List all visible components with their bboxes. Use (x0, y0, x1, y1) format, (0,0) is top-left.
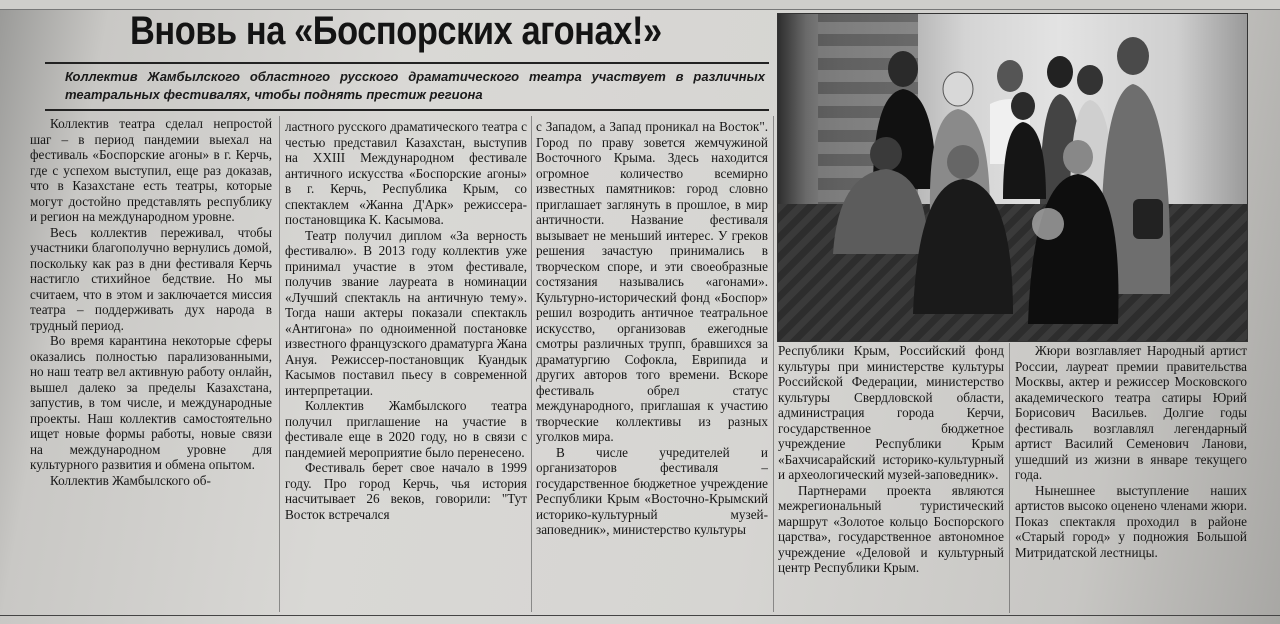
paragraph: Коллектив Жамбылского театра получил приглашение на участие в фестивале еще в 2020 году, но в связи с пандемией мероприятие было перенесено. (285, 398, 527, 460)
rule (45, 109, 769, 111)
column-divider (531, 116, 532, 612)
article-headline: Вновь на «Боспорских агонах!» (130, 9, 662, 53)
paragraph: В числе учредителей и организаторов фестиваля – государственное бюджетное учреждение Республики Крым «Восточно-Крымский историко-культурный музей-заповедник», министерство культуры (536, 444, 768, 537)
paragraph: Весь коллектив переживал, чтобы участники благополучно вернулись домой, поскольку как раз в дни фестиваля Керчь настигло стихийное бедствие. Но мы считаем, что в этом и заключается миссия театра – поддерживать дух народа в трудный период. (30, 224, 272, 333)
column-divider (773, 116, 774, 612)
bottom-rule (0, 615, 1280, 616)
text-column-3 (536, 119, 768, 612)
column-divider (1009, 343, 1010, 613)
people-silhouettes (778, 14, 1247, 341)
text-column-4 (778, 343, 1004, 613)
paragraph: Партнерами проекта являются межрегиональный туристический маршрут «Золотое кольцо Боспорского царства», государственное автономное учреждение «Деловой и культурный центр Республики Крым. (778, 482, 1004, 575)
paragraph: Республики Крым, Российский фонд культуры при министерстве культуры Российской Федерации, министерство культуры Свердловской области, администрация города Керчи, государственное бюджетное учреждение Республики Крым «Бахчисарайский историко-культурный и археологический музей-заповедник». (778, 343, 1004, 482)
group-photo (777, 13, 1248, 342)
article-lead: Коллектив Жамбылского областного русского драматического театра участвует в различных театральных фестивалях, чтобы поднять престиж региона (65, 69, 765, 102)
text-column-5 (1015, 343, 1247, 613)
paragraph: Театр получил диплом «За верность фестивалю». В 2013 году коллектив уже принимал участие в этом фестивале, получив звание лауреата в номинации «Лучший спектакль на античную тему». Тогда наши актеры показали спектакль «Антигона» по одноименной постановке известного французского драматурга Жана Ануя. Режиссер-постановщик Куандык Касымов поставил пьесу в современной интерпретации. (285, 227, 527, 398)
paragraph: Коллектив театра сделал непростой шаг – в период пандемии выехал на фестиваль «Боспорские агоны» в г. Керчь, где с успехом выступил, еще раз доказав, что в Казахстане есть театры, которые могут достойно представлять республику и регион на международном уровне. (30, 116, 272, 224)
paragraph: Жюри возглавляет Народный артист России, лауреат премии правительства Москвы, актер и режиссер Московского академического театра сатиры Юрий Борисович Васильев. Долгие годы фестиваль возглавлял легендарный артист Василий Семенович Ланови, ушедший из жизни в январе текущего года. (1015, 343, 1247, 482)
paragraph: ластного русского драматического театра с честью представил Казахстан, выступив на XXIII Международном фестивале античного искусства «Боспорские агоны» в г. Керчь, Республика Крым, со спектаклем «Жанна Д'Арк» режиссера-постановщика К. Касымова. (285, 119, 527, 227)
paragraph: с Западом, а Запад проникал на Восток". Город по праву зовется жемчужиной Восточного Крыма. Здесь находится огромное количество всемирно известных памятников: город словно приглашает заглянуть в прошлое, в мир античности. Название фестиваля вызывает не меньший интерес. У греков решения зачастую принимались в творческом споре, и эти своеобразные состязания назывались «агонами». Культурно-исторический фонд «Боспор» решил возродить античное театральное искусство, организовав ежегодные смотры различных трупп, бравшихся за драматургию Софокла, Еврипида и других авторов того времени. Вскоре фестиваль обрел статус международного, приглашая к участию творческие коллективы из разных уголков мира. (536, 119, 768, 444)
text-column-1 (30, 116, 272, 612)
column-divider (279, 116, 280, 612)
paragraph: Коллектив Жамбылского об- (50, 472, 211, 488)
text-column-2 (285, 119, 527, 612)
paragraph: Фестиваль берет свое начало в 1999 году. Про город Керчь, чья история насчитывает 26 веков, говорили: "Тут Восток встречался (285, 460, 527, 522)
paragraph: Нынешнее выступление наших артистов высоко оценено членами жюри. Показ спектакля проходил в районе «Старый город» у подножия Большой Митридатской лестницы. (1015, 482, 1247, 560)
rule (45, 62, 769, 64)
paragraph: Во время карантина некоторые сферы оказались полностью парализованными, но наш театр вел активную работу онлайн, вышел далеко за пределы Казахстана, запустив, в том числе, и международные проекты. Наш коллектив самостоятельно ищет новые формы работы, новые связи на международном уровне для культурного развития и обмена опытом. (30, 333, 272, 472)
